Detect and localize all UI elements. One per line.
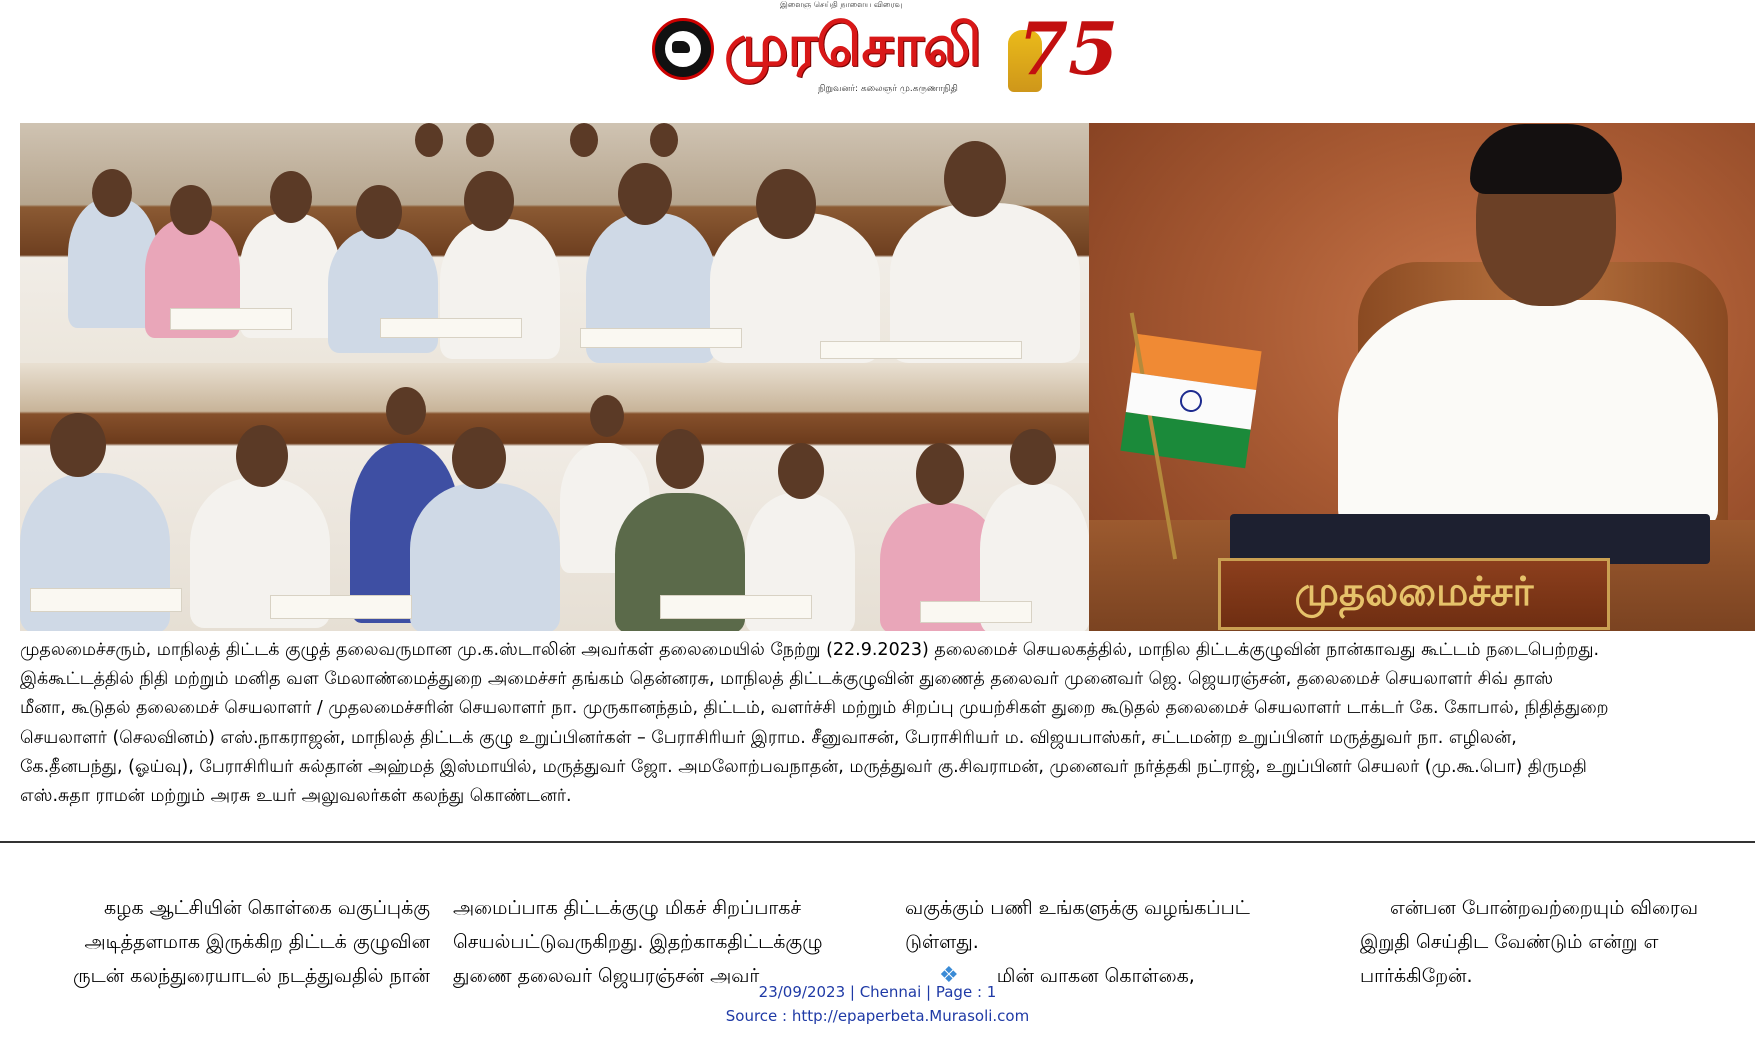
source-link[interactable]: Source : http://epaperbeta.Murasoli.com	[725, 1007, 1030, 1025]
caption-line: முதலமைச்சரும், மாநிலத் திட்டக் குழுத் தலைவருமான மு.க.ஸ்டாலின் அவர்கள் தலைமையில் நேற்று (22.9.2023) தலைமைச் செயலகத்தில், மாநில திட்டக்குழுவின் நான்காவது கூட்டம் நடைபெற்றது.	[20, 640, 1600, 660]
caption-line: செயலாளர் (செலவினம்) எஸ்.நாகராஜன், மாநிலத் திட்டக் குழு உறுப்பினர்கள் – பேராசிரியர் இராம. சீனுவாசன், பேராசிரியர் ம. விஜயபாஸ்கர், சட்டமன்ற உறுப்பினர் மருத்துவர் நா. எழிலன்,	[20, 727, 1517, 748]
caption-line: மீனா, கூடுதல் தலைமைச் செயலாளர் / முதலமைச்சரின் செயலாளர் நா. முருகானந்தம், திட்டம், வளர்ச்சி மற்றும் சிறப்பு முயற்சிகள் துறை கூடுதல் தலைமைச் செயலாளர் டாக்டர் கே. கோபால், நிதித்துறை	[20, 698, 1609, 719]
article-column-4	[1360, 891, 1755, 993]
newspaper-logo: முரசொலி	[724, 11, 981, 79]
diamond-bullet-icon: ❖	[939, 963, 959, 988]
india-flag-icon	[1120, 334, 1261, 468]
column-line: இறுதி செய்திட வேண்டும் என்று எ	[1360, 931, 1659, 953]
meeting-photo-officials-top	[20, 123, 1089, 363]
column-line: என்பன போன்றவற்றையும் விரைவ	[1390, 897, 1699, 919]
article-column-3	[905, 891, 1335, 993]
column-line: கழக ஆட்சியின் கொள்கை வகுப்புக்கு	[104, 897, 430, 919]
caption-line: எஸ்.சுதா ராமன் மற்றும் அரசு உயர் அலுவலர்கள் கலந்து கொண்டனர்.	[20, 785, 572, 806]
column-line: ருடன் கலந்துரையாடல் நடத்துவதில் நான்	[72, 965, 430, 987]
desk-monitor	[1230, 514, 1710, 564]
article-column-2	[453, 891, 885, 993]
column-line: ❖ மின் வாகன கொள்கை,	[939, 963, 1195, 988]
masthead	[648, 0, 1119, 104]
photo-caption	[20, 636, 1755, 811]
column-line: அமைப்பாக திட்டக்குழு மிகச் சிறப்பாகச்	[453, 897, 801, 919]
masthead-tagline: இளைஞ செய்தி நாளைய விரைவு	[780, 0, 903, 9]
column-line: செயல்பட்டுவருகிறது. இதற்காகதிட்டக்குழு	[453, 931, 823, 953]
meeting-photo-officials-bottom	[20, 363, 1089, 631]
column-line: துணை தலைவர் ஜெயரஞ்சன் அவர்	[453, 965, 760, 987]
caption-line: இக்கூட்டத்தில் நிதி மற்றும் மனித வள மேலாண்மைத்துறை அமைச்சர் தங்கம் தென்னரசு, மாநிலத் திட்டக்குழுவின் துணைத் தலைவர் முனைவர் ஜெ. ஜெயரஞ்சன், தலைமைச் செயலாளர் சிவ் தாஸ்	[20, 669, 1554, 690]
column-line: டுள்ளது.	[905, 931, 979, 953]
dateline: 23/09/2023 | Chennai | Page : 1	[758, 983, 997, 1001]
column-line: வகுக்கும் பணி உங்களுக்கு வழங்கப்பட்	[905, 897, 1250, 919]
chief-minister-figure	[1338, 300, 1718, 530]
party-seal-icon	[652, 18, 714, 80]
caption-line: கே.தீனபந்து, (ஓய்வு), பேராசிரியர் சுல்தான் அஹ்மத் இஸ்மாயில், மருத்துவர் ஜோ. அமலோற்பவநாதன், மருத்துவர் கு.சிவராமன், முனைவர் நர்த்தகி நட்ராஜ், உறுப்பினர் செயலர் (மு.கூ.பொ) திருமதி	[20, 756, 1587, 777]
column-line: பார்க்கிறேன்.	[1360, 965, 1473, 987]
anniversary-badge: 75	[1018, 6, 1119, 91]
masthead-subtitle: நிறுவனர்: கலைஞர் மு.கருணாநிதி	[818, 84, 958, 94]
chief-minister-nameplate: முதலமைச்சர்	[1218, 558, 1610, 630]
column-line: அடித்தளமாக இருக்கிற திட்டக் குழுவின	[84, 931, 430, 953]
article-column-1	[0, 891, 430, 993]
section-divider	[0, 841, 1755, 843]
